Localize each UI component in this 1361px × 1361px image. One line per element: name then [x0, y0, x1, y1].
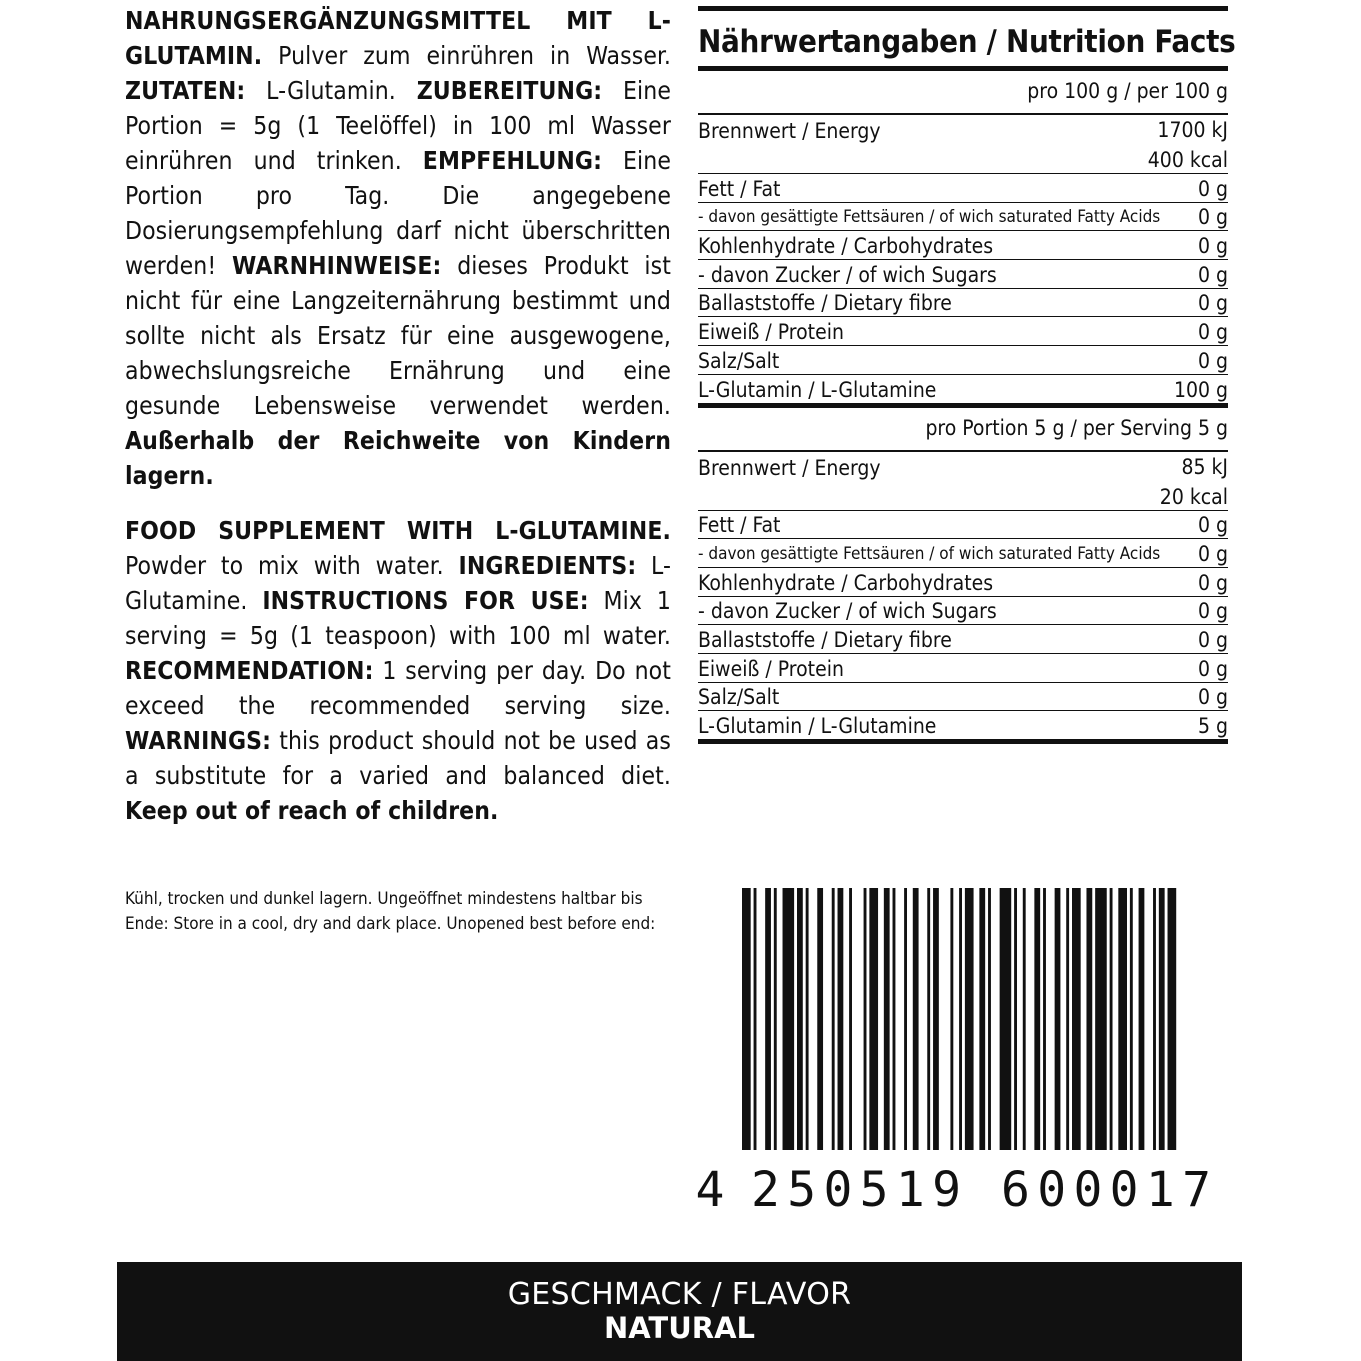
nutrient-value: 5 g	[1197, 714, 1228, 738]
barcode-bar	[965, 888, 974, 1150]
storage-line: Kühl, trocken und dunkel lagern. Ungeöffnet mindestens haltbar bis	[125, 889, 643, 909]
nutrient-value: 0 g	[1197, 320, 1228, 345]
barcode-bar	[1055, 888, 1061, 1150]
nutrient-value: 0 g	[1197, 234, 1228, 259]
nutrient-value: 0 g	[1197, 541, 1228, 566]
nutrient-value: 0 g	[1197, 627, 1228, 652]
nutrient-row	[698, 568, 1228, 597]
barcode-bar	[1153, 888, 1156, 1150]
barcode-bar	[817, 888, 823, 1150]
nutrient-label: Fett / Fat	[698, 513, 781, 538]
barcode-bar	[988, 888, 991, 1150]
energy-kcal: 400 kcal	[1147, 148, 1228, 172]
barcode-bar	[1118, 888, 1127, 1150]
energy-values	[1148, 115, 1228, 173]
barcode-bar	[1023, 888, 1026, 1150]
bottom-rule	[698, 739, 1228, 744]
nutrient-value: 0 g	[1197, 262, 1228, 287]
nutrient-value: 0 g	[1197, 570, 1228, 595]
nutrient-row	[698, 174, 1228, 203]
barcode-bar	[893, 888, 896, 1150]
barcode-bar	[1168, 888, 1177, 1150]
nutrient-rows-100g	[698, 174, 1228, 403]
barcode-bar	[927, 888, 930, 1150]
nutrient-value: 0 g	[1197, 348, 1228, 373]
flavor-banner	[117, 1262, 1242, 1361]
barcode-bar	[1159, 888, 1165, 1150]
nutrient-row	[698, 683, 1228, 712]
energy-kj: 85 kJ	[1181, 454, 1228, 479]
nutrient-value: 0 g	[1197, 656, 1228, 681]
barcode-bar	[1014, 888, 1017, 1150]
english-warnings-heading: WARNINGS:	[125, 726, 272, 755]
nutrient-row	[698, 231, 1228, 260]
energy-row-100g	[698, 115, 1228, 174]
product-description	[125, 3, 671, 848]
nutrient-row	[698, 654, 1228, 683]
barcode-bar	[849, 888, 852, 1150]
nutrient-row	[698, 625, 1228, 654]
nutrient-label: - davon gesättigte Fettsäuren / of wich saturated Fatty Acids	[698, 543, 1161, 564]
per-serving-header: pro Portion 5 g / per Serving 5 g	[925, 415, 1228, 440]
nutrient-label: Ballaststoffe / Dietary fibre	[698, 291, 952, 316]
barcode-digits-left: 250519	[751, 1162, 961, 1218]
barcode-bar	[832, 888, 835, 1150]
nutrient-label: L-Glutamin / L-Glutamine	[698, 377, 937, 402]
energy-label: Brennwert / Energy	[698, 119, 881, 143]
nutrient-value: 0 g	[1197, 513, 1228, 538]
nutrition-title: Nährwertangaben / Nutrition Facts	[698, 24, 1236, 60]
english-recommendation-heading: RECOMMENDATION:	[125, 656, 374, 685]
nutrient-label: Fett / Fat	[698, 176, 781, 201]
energy-label: Brennwert / Energy	[698, 455, 881, 480]
energy-values	[1160, 452, 1228, 510]
flavor-label: GESCHMACK / FLAVOR	[507, 1277, 852, 1312]
nutrient-label: Kohlenhydrate / Carbohydrates	[698, 570, 994, 595]
barcode-bar	[806, 888, 809, 1150]
barcode-first-digit: 4	[696, 1162, 725, 1218]
english-ingredients-heading: INGREDIENTS:	[458, 551, 637, 580]
barcode-bar	[884, 888, 890, 1150]
barcode-bar	[783, 888, 795, 1150]
barcode-bar	[869, 888, 878, 1150]
nutrient-row	[698, 346, 1228, 375]
nutrient-label: Salz/Salt	[698, 685, 780, 710]
barcode-bar	[959, 888, 962, 1150]
german-title: NAHRUNGSERGÄNZUNGSMITTEL MIT L-GLUTAMIN.	[125, 6, 671, 70]
barcode-bar	[904, 888, 907, 1150]
barcode-bar	[765, 888, 771, 1150]
english-paragraph: FOOD SUPPLEMENT WITH L-GLUTAMINE. Powder to mix with water. INGREDIENTS: L-Glutamine. INSTRUCTIONS FOR USE: Mix 1 serving = 5g (1 teaspoon) with 100 ml water. RECOMMENDATION: 1 serving per day. Do not exceed the recommended serving size. WARNINGS: this product should not be used as a substitute for a varied and balanced diet. Keep out of reach of children.	[125, 516, 671, 825]
english-keep-away-warning: Keep out of reach of children.	[125, 796, 499, 825]
barcode-bar	[933, 888, 939, 1150]
english-title: FOOD SUPPLEMENT WITH L-GLUTAMINE.	[125, 516, 671, 545]
nutrition-facts-table	[698, 6, 1236, 744]
nutrient-row	[698, 203, 1228, 232]
nutrient-row	[698, 289, 1228, 318]
german-recommendation-heading: EMPFEHLUNG:	[422, 146, 603, 175]
nutrient-row	[698, 375, 1228, 403]
barcode-bar	[742, 888, 751, 1150]
german-warnings-heading: WARNHINWEISE:	[232, 251, 442, 280]
barcode-bar	[1072, 888, 1081, 1150]
nutrient-row	[698, 317, 1228, 346]
barcode-bar	[1066, 888, 1069, 1150]
nutrient-value: 0 g	[1197, 176, 1228, 201]
barcode-bars	[742, 888, 1176, 1150]
barcode-bar	[1095, 888, 1107, 1150]
nutrient-label: - davon gesättigte Fettsäuren / of wich saturated Fatty Acids	[698, 207, 1161, 228]
nutrient-value: 0 g	[1197, 291, 1228, 316]
barcode-bar	[979, 888, 985, 1150]
barcode-bar	[838, 888, 844, 1150]
barcode-bar	[754, 888, 757, 1150]
barcode-bar	[1034, 888, 1040, 1150]
energy-kcal: 20 kcal	[1159, 484, 1228, 509]
energy-row-serving	[698, 452, 1228, 511]
nutrient-label: - davon Zucker / of wich Sugars	[698, 599, 997, 624]
english-instructions-heading: INSTRUCTIONS FOR USE:	[262, 586, 589, 615]
barcode-bar	[1110, 888, 1113, 1150]
barcode-bar	[1000, 888, 1012, 1150]
barcode-bar	[913, 888, 919, 1150]
barcode-bar	[797, 888, 803, 1150]
german-keep-away-warning: Außerhalb der Reichweite von Kindern lagern.	[125, 426, 671, 490]
nutrient-value: 0 g	[1197, 599, 1228, 624]
barcode-digits-right: 600017	[1001, 1162, 1211, 1218]
nutrient-value: 0 g	[1197, 685, 1228, 710]
german-ingredients-heading: ZUTATEN:	[125, 76, 246, 105]
barcode	[696, 888, 1236, 1218]
nutrient-label: L-Glutamin / L-Glutamine	[698, 714, 937, 738]
nutrient-row	[698, 539, 1228, 568]
nutrient-value: 100 g	[1173, 377, 1228, 402]
nutrient-row	[698, 511, 1228, 540]
barcode-bar	[1130, 888, 1133, 1150]
barcode-bar	[1086, 888, 1092, 1150]
flavor-value: NATURAL	[603, 1311, 756, 1345]
nutrient-label: Eiweiß / Protein	[698, 656, 844, 681]
nutrient-label: Salz/Salt	[698, 348, 780, 373]
nutrient-rows-serving	[698, 511, 1228, 740]
nutrient-label: Eiweiß / Protein	[698, 320, 844, 345]
storage-instructions	[125, 887, 685, 937]
barcode-bar	[774, 888, 777, 1150]
german-preparation-heading: ZUBEREITUNG:	[416, 76, 603, 105]
nutrient-row	[698, 260, 1228, 289]
energy-kj: 1700 kJ	[1157, 118, 1228, 142]
barcode-bar	[864, 888, 867, 1150]
nutrient-label: Kohlenhydrate / Carbohydrates	[698, 234, 994, 259]
barcode-bar	[950, 888, 953, 1150]
barcode-bar	[1139, 888, 1145, 1150]
nutrient-label: - davon Zucker / of wich Sugars	[698, 262, 997, 287]
nutrient-row	[698, 711, 1228, 739]
barcode-bar	[1043, 888, 1046, 1150]
nutrient-value: 0 g	[1197, 205, 1228, 230]
storage-line: Ende: Store in a cool, dry and dark place. Unopened best before end:	[125, 914, 656, 934]
nutrient-label: Ballaststoffe / Dietary fibre	[698, 627, 952, 652]
german-paragraph: NAHRUNGSERGÄNZUNGSMITTEL MIT L-GLUTAMIN. Pulver zum einrühren in Wasser. ZUTATEN: L-Glutamin. ZUBEREITUNG: Eine Portion = 5g (1 Teelöffel) in 100 ml Wasser einrühren und trinken. EMPFEHLUNG: Eine Portion pro Tag. Die angegebene Dosierungsempfehlung darf nicht überschritten werden! WARNHINWEISE: dieses Produkt ist nicht für eine Langzeiternährung bestimmt und sollte nicht als Ersatz für eine ausgewogene, abwechslungsreiche Ernährung und eine gesunde Lebensweise verwendet werden. Außerhalb der Reichweite von Kindern lagern.	[125, 6, 671, 490]
per-100g-header: pro 100 g / per 100 g	[1027, 79, 1228, 103]
nutrient-row	[698, 597, 1228, 626]
